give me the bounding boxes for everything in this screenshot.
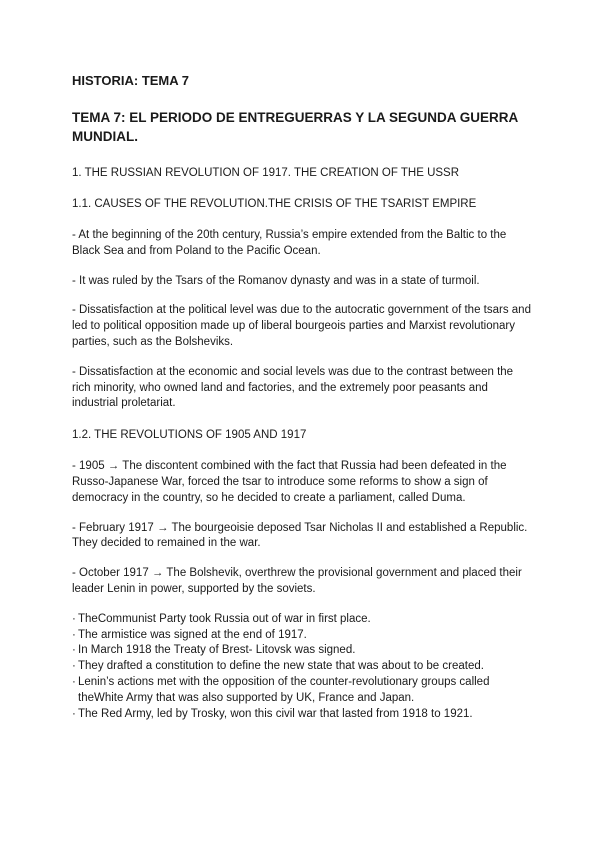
list-item-text: In March 1918 the Treaty of Brest- Litovsk was signed.: [78, 644, 356, 657]
list-item-text: TheCommunist Party took Russia out of war in first place.: [78, 612, 371, 625]
paragraph: - Dissatisfaction at the political level was due to the autocratic government of the tsars and led to political opposition made up of liberal bourgeois parties and Marxist revolutionary parties, such as the Bolsheviks.: [72, 304, 531, 348]
list-item-text: The Red Army, led by Trosky, won this civil war that lasted from 1918 to 1921.: [78, 707, 473, 720]
bullet-icon: ·: [72, 675, 76, 688]
list-item-text: They drafted a constitution to define the new state that was about to be created.: [78, 660, 484, 673]
paragraph: - At the beginning of the 20th century, Russia’s empire extended from the Baltic to the Black Sea and from Poland to the Pacific Ocean.: [72, 229, 507, 257]
list-item: [72, 628, 532, 644]
list-item-text: The armistice was signed at the end of 1917.: [78, 628, 307, 641]
document-header: HISTORIA: TEMA 7: [72, 73, 190, 88]
bullet-icon: ·: [72, 612, 76, 625]
bullet-icon: ·: [72, 628, 76, 641]
paragraph: - Dissatisfaction at the economic and social levels was due to the contrast between the rich minority, who owned land and factories, and the extremely poor peasants and industrial proletariat.: [72, 365, 514, 410]
list-item-text: Lenin’s actions met with the opposition of the counter-revolutionary groups called theWhite Army that was also supported by UK, France and Japan.: [78, 675, 490, 704]
paragraph: - It was ruled by the Tsars of the Romanov dynasty and was in a state of turmoil.: [72, 274, 480, 287]
section-1-1-heading: 1.1. CAUSES OF THE REVOLUTION.THE CRISIS OF THE TSARIST EMPIRE: [72, 198, 477, 210]
list-item: [72, 643, 532, 659]
paragraph: - 1905 → The discontent combined with the fact that Russia had been defeated in the Russo-Japanese War, forced the tsar to introduce some reforms to show a sign of democracy in the country, so he decided to create a parliament, called Duma.: [72, 460, 507, 504]
bullet-icon: ·: [72, 707, 76, 720]
bullet-icon: ·: [72, 644, 76, 657]
list-item: [72, 612, 532, 628]
paragraph: - February 1917 → The bourgeoisie deposed Tsar Nicholas II and established a Republic. They decided to remained in the war.: [72, 521, 528, 550]
section-1-heading: 1. THE RUSSIAN REVOLUTION OF 1917. THE CREATION OF THE USSR: [72, 167, 460, 179]
list-item: [72, 707, 532, 723]
document-page: [72, 72, 532, 722]
bullet-list: [72, 612, 532, 723]
list-item: [72, 675, 532, 707]
bullet-icon: ·: [72, 660, 76, 673]
document-title: TEMA 7: EL PERIODO DE ENTREGUERRAS Y LA SEGUNDA GUERRA MUNDIAL.: [72, 110, 518, 144]
list-item: [72, 659, 532, 675]
paragraph: - October 1917 → The Bolshevik, overthrew the provisional government and placed their leader Lenin in power, supported by the soviets.: [72, 567, 522, 595]
section-1-2-heading: 1.2. THE REVOLUTIONS OF 1905 AND 1917: [72, 429, 307, 442]
